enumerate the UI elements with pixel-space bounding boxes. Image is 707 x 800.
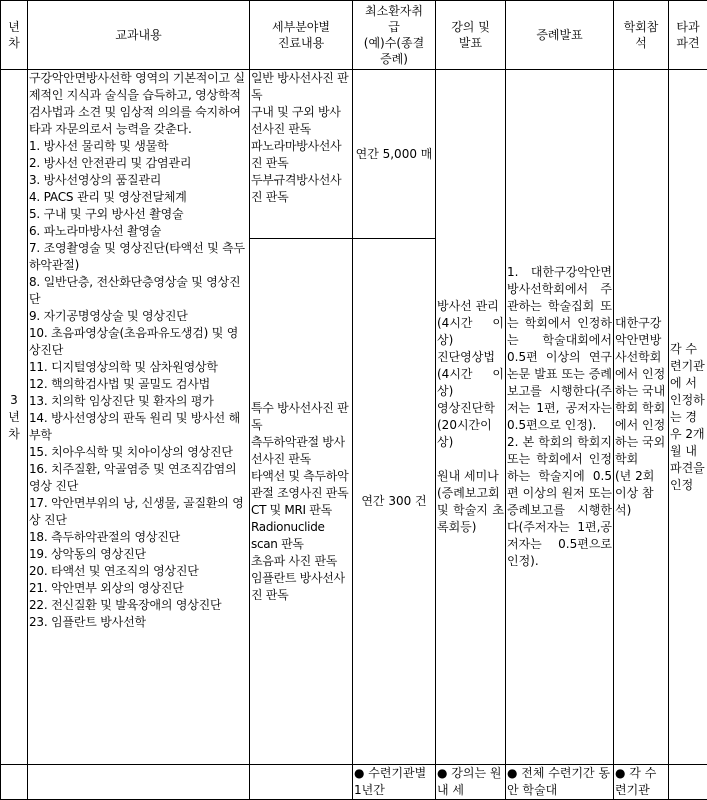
cert-cell: 1. 대한구강악안면방사선학회에서 주관하는 학술집회 또는 학회에서 인정하는 학술대회에서 0.5편 이상의 연구논문 발표 또는 증례보고를 시행한다(주저는 1편, 공저자는 0.5편으로 인정). 2. 본 학회의 학회지 또는 학회에서 인정하는 학술지에 0.5편 이상의 원저 또는 증례보고를 시행한다(주저자는 1편,공저자는 0.5편으로 인정). xyxy=(506,70,614,765)
min-cases-special: 연간 300 건 xyxy=(353,239,436,765)
curriculum-item: 17. 악안면부위의 낭, 신생물, 골질환의 영상 진단 xyxy=(29,495,248,529)
footer-row xyxy=(1,765,707,800)
curriculum-cell xyxy=(28,70,250,765)
min-cases-general: 연간 5,000 매 xyxy=(353,70,436,239)
curriculum-item: 9. 자기공명영상술 및 영상진단 xyxy=(29,308,248,325)
curriculum-item: 14. 방사선영상의 판독 원리 및 방사선 해부학 xyxy=(29,410,248,444)
header-academic: 학회참 석 xyxy=(614,1,669,70)
footer-empty-dispatch xyxy=(669,765,707,800)
curriculum-item: 20. 타액선 및 연조직의 영상진단 xyxy=(29,563,248,580)
curriculum-item: 18. 측두하악관절의 영상진단 xyxy=(29,529,248,546)
curriculum-item: 5. 구내 및 구외 방사선 촬영술 xyxy=(29,206,248,223)
subfield-cell-special xyxy=(250,239,353,765)
lecture-cell: 방사선 관리 (4시간 이상) 진단영상법 (4시간 이상) 영상진단학 (20시간이상) 원내 세미나 (증례보고회 및 학술지 초록회등) xyxy=(436,70,506,765)
curriculum-item: 구강악안면방사선학 영역의 기본적이고 실제적인 지식과 술식을 습득하고, 영상학적 검사법과 소견 및 임상적 의의를 숙지하여 타과 자문의로서 능력을 갖춘다. xyxy=(29,70,248,138)
curriculum-item: 8. 일반단층, 전산화단층영상술 및 영상진단 xyxy=(29,274,248,308)
curriculum-item: 3. 방사선영상의 품질관리 xyxy=(29,172,248,189)
curriculum-item: 22. 전신질환 및 발육장애의 영상진단 xyxy=(29,597,248,614)
curriculum-item: 10. 초음파영상술(초음파유도생검) 및 영상진단 xyxy=(29,325,248,359)
curriculum-item: 21. 악안면부 외상의 영상진단 xyxy=(29,580,248,597)
subfield-item: CT 및 MRI 판독 xyxy=(251,502,351,519)
subfield-item: 초음파 사진 판독 xyxy=(251,553,351,570)
curriculum-item: 7. 조영촬영술 및 영상진단(타액선 및 측두 하악관절) xyxy=(29,240,248,274)
footer-empty-year xyxy=(1,765,28,800)
header-curriculum: 교과내용 xyxy=(28,1,250,70)
header-dispatch: 타과 파견 xyxy=(669,1,707,70)
curriculum-item: 16. 치주질환, 악골염증 및 연조직감염의 영상 진단 xyxy=(29,461,248,495)
footer-lecture: ● 강의는 원내 세 xyxy=(436,765,506,800)
table-row xyxy=(1,70,707,239)
curriculum-item: 2. 방사선 안전관리 및 감염관리 xyxy=(29,155,248,172)
header-cert: 증례발표 xyxy=(506,1,614,70)
footer-min-cases: ● 수련기관별 1년간 xyxy=(353,765,436,800)
year-cell: 3 년 차 xyxy=(1,70,28,765)
academic-cell: 대한구강악안면방사선학회에서 인정하는 국내학회 학회에서 인정하는 국외학회 (년 2회 이상 참석) xyxy=(614,70,669,765)
header-subfield: 세부분야별 진료내용 xyxy=(250,1,353,70)
curriculum-item: 15. 치아우식학 및 치아이상의 영상진단 xyxy=(29,444,248,461)
subfield-item: 일반 방사선사진 판독 xyxy=(251,70,351,104)
footer-empty-curriculum xyxy=(28,765,250,800)
curriculum-item: 4. PACS 관리 및 영상전달체계 xyxy=(29,189,248,206)
curriculum-item: 23. 임플란트 방사선학 xyxy=(29,614,248,631)
header-min-cases: 최소환자취 급 (예)수(종결 증례) xyxy=(353,1,436,70)
footer-cert: ● 전체 수련기간 동안 학술대 xyxy=(506,765,614,800)
subfield-cell-general xyxy=(250,70,353,239)
subfield-item: 임플란트 방사선사진 판독 xyxy=(251,570,351,604)
curriculum-item: 6. 파노라마방사선 촬영술 xyxy=(29,223,248,240)
subfield-item: 파노라마방사선사진 판독 xyxy=(251,138,351,172)
subfield-item: Radionuclide scan 판독 xyxy=(251,519,351,553)
subfield-item: 두부규격방사선사진 판독 xyxy=(251,172,351,206)
header-lecture: 강의 및 발표 xyxy=(436,1,506,70)
header-year: 년 차 xyxy=(1,1,28,70)
curriculum-item: 1. 방사선 물리학 및 생물학 xyxy=(29,138,248,155)
curriculum-item: 12. 핵의학검사법 및 골밀도 검사법 xyxy=(29,376,248,393)
curriculum-item: 13. 치의학 임상진단 및 환자의 평가 xyxy=(29,393,248,410)
footer-empty-subfield xyxy=(250,765,353,800)
curriculum-item: 11. 디지털영상의학 및 삼차원영상학 xyxy=(29,359,248,376)
subfield-item: 특수 방사선사진 판독 xyxy=(251,400,351,434)
subfield-item: 측두하악관절 방사선사진 판독 xyxy=(251,434,351,468)
footer-academic: ● 각 수련기관 xyxy=(614,765,669,800)
curriculum-item: 19. 상악동의 영상진단 xyxy=(29,546,248,563)
subfield-item: 구내 및 구외 방사선사진 판독 xyxy=(251,104,351,138)
dispatch-cell: 각 수련기관에 서 인정하는 경우 2개월 내 파견을 인정 xyxy=(669,70,707,765)
subfield-item: 타액선 및 측두하악관절 조영사진 판독 xyxy=(251,468,351,502)
header-row xyxy=(1,1,707,70)
